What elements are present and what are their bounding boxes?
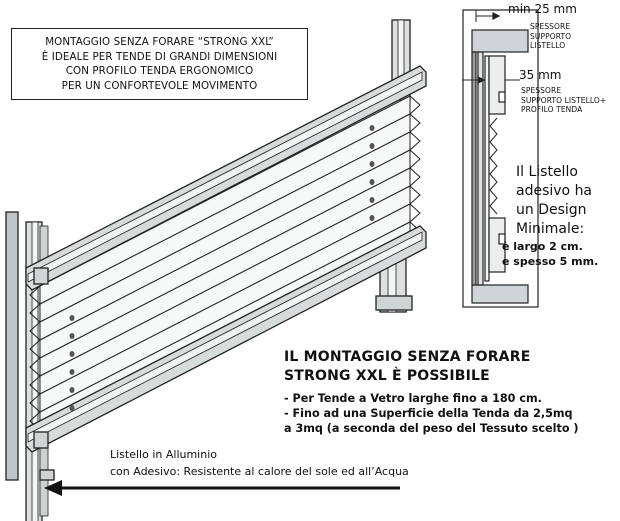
- intro-line-1: MONTAGGIO SENZA FORARE “STRONG XXL”: [45, 36, 274, 48]
- bullet-surface-cont: a 3mq (a seconda del peso del Tessuto scelto ): [284, 422, 579, 435]
- bullet-surface: - Fino ad una Superficie della Tenda da 2,5mq: [284, 407, 573, 420]
- intro-line-3: CON PROFILO TENDA ERGONOMICO: [65, 65, 254, 77]
- main-bullets: [284, 391, 579, 436]
- dimension-min-25: min 25 mm: [508, 2, 577, 16]
- listello-arrow: [44, 480, 400, 496]
- intro-line-2: È IDEALE PER TENDE DI GRANDI DIMENSIONI: [41, 50, 278, 63]
- bullet-width: - Per Tende a Vetro larghe fino a 180 cm.: [284, 392, 542, 405]
- dimension-35: 35 mm: [519, 68, 562, 82]
- dimension-1-label: SPESSORE SUPPORTO LISTELLO: [530, 22, 572, 50]
- intro-line-4: PER UN CONFORTEVOLE MOVIMENTO: [61, 79, 258, 92]
- window-frame-bar: [6, 212, 18, 480]
- intro-box: [11, 28, 308, 100]
- listello-specs: è largo 2 cm. e spesso 5 mm.: [502, 240, 599, 268]
- main-heading: IL MONTAGGIO SENZA FORARE STRONG XXL È POSSIBILE: [284, 349, 531, 384]
- dimension-2-label: SPESSORE SUPPORTO LISTELLO+ PROFILO TENDA: [521, 86, 607, 114]
- listello-title: Il Listello adesivo ha un Design Minimale:: [516, 164, 593, 237]
- listello-caption: Listello in Alluminio con Adesivo: Resistente al calore del sole ed all’Acqua: [110, 448, 409, 478]
